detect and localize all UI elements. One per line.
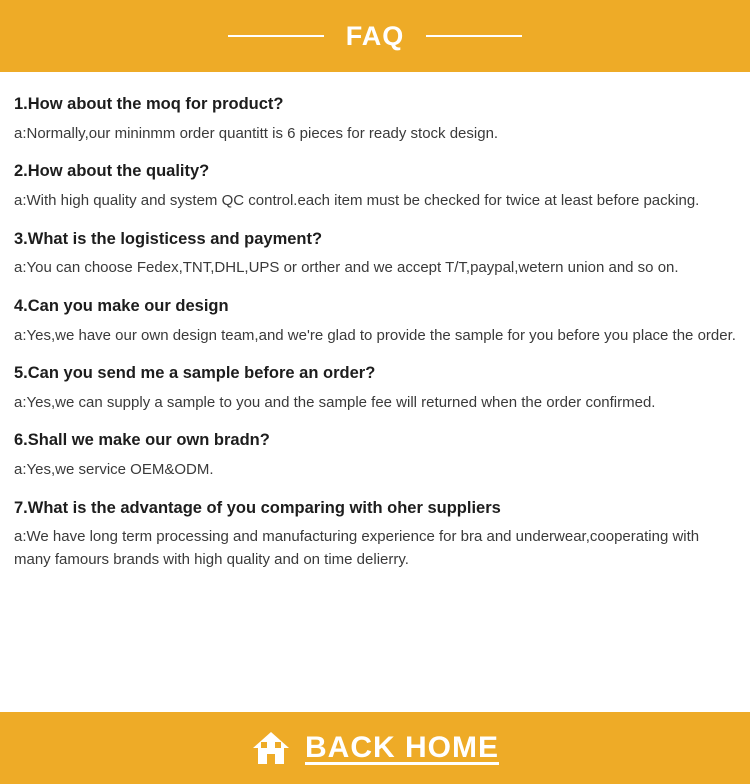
- faq-question: 2.How about the quality?: [14, 162, 210, 181]
- page-title: FAQ: [345, 20, 405, 51]
- faq-answer: a:With high quality and system QC control.each item must be checked for twice at least before packing.: [14, 192, 700, 209]
- back-home-label: BACK HOME: [305, 731, 499, 764]
- faq-item: [14, 92, 736, 145]
- faq-question: 5.Can you send me a sample before an order?: [14, 364, 376, 382]
- back-home-inner: [251, 730, 499, 766]
- faq-answer: a:We have long term processing and manufacturing experience for bra and underwear,cooperating with many famours brands with high quality and on time delierry.: [14, 528, 700, 568]
- home-icon: [251, 730, 291, 766]
- faq-item: [14, 361, 736, 414]
- faq-item: [14, 294, 736, 347]
- faq-list: [0, 72, 750, 712]
- back-home-button[interactable]: [0, 712, 750, 784]
- faq-answer: a:Yes,we service OEM&ODM.: [14, 461, 214, 478]
- faq-question: 6.Shall we make our own bradn?: [14, 431, 270, 450]
- divider-right: [426, 35, 522, 37]
- faq-question: 1.How about the moq for product?: [14, 95, 284, 113]
- faq-answer: a:Yes,we can supply a sample to you and the sample fee will returned when the order confirmed.: [14, 393, 656, 411]
- faq-item: [14, 227, 736, 280]
- faq-item: [14, 428, 736, 481]
- faq-item: [14, 496, 736, 572]
- faq-question: 4.Can you make our design: [14, 296, 229, 315]
- faq-question: 7.What is the advantage of you comparing with oher suppliers: [14, 498, 501, 517]
- divider-left: [228, 35, 324, 37]
- faq-header: [0, 0, 750, 72]
- faq-answer: a:Normally,our mininmm order quantitt is 6 pieces for ready stock design.: [14, 124, 499, 142]
- faq-item: [14, 159, 736, 212]
- faq-answer: a:Yes,we have our own design team,and we're glad to provide the sample for you before you place the order.: [14, 326, 736, 344]
- faq-answer: a:You can choose Fedex,TNT,DHL,UPS or orther and we accept T/T,paypal,wetern union and so on.: [14, 259, 679, 277]
- faq-question: 3.What is the logisticess and payment?: [14, 229, 323, 248]
- faq-header-inner: [228, 20, 523, 51]
